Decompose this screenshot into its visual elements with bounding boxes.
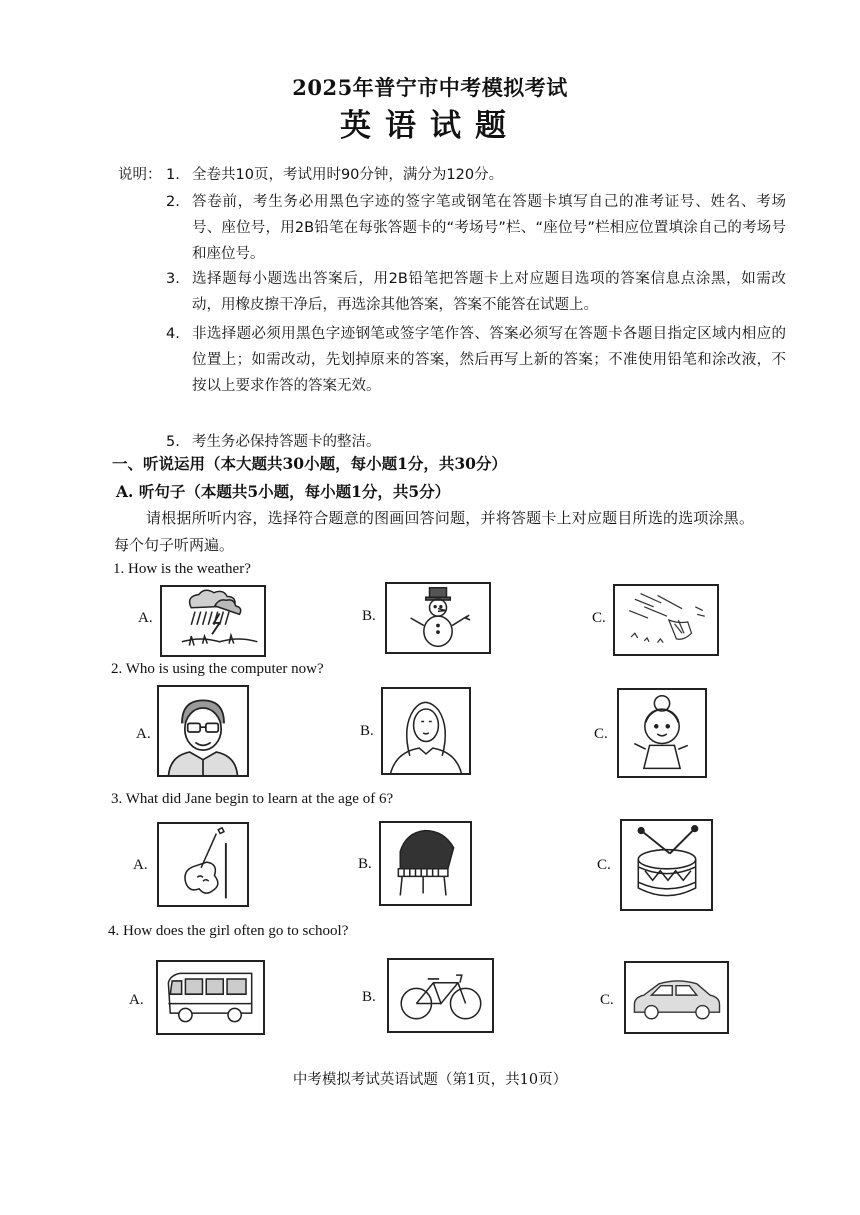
bus-icon[interactable] [156, 960, 265, 1035]
instruction-item: 1. 全卷共10页，考试用时90分钟，满分为120分。 [166, 167, 504, 183]
rain-storm-icon[interactable] [160, 585, 266, 657]
question-2: 2. Who is using the computer now? [111, 661, 324, 677]
exam-title: 2025年普宁市中考模拟考试 [292, 75, 568, 100]
drum-icon[interactable] [620, 819, 713, 911]
instruction-item: 3. 选择题每小题选出答案后，用2B铅笔把答题卡上对应题目选项的答案信息点涂黑，如需改动，用橡皮擦干净后，再选涂其他答案，答案不能答在试题上。 [166, 271, 786, 313]
piano-icon[interactable] [379, 821, 472, 906]
girl-icon[interactable] [617, 688, 707, 778]
instruction-item: 4. 非选择题必须用黑色字迹钢笔或签字笔作答、答案必须写在答题卡各题目指定区域内相应的位置上；如需改动，先划掉原来的答案，然后再写上新的答案；不准使用铅笔和涂改液，不按以上要求作答的答案无效。 [166, 326, 786, 394]
snowman-icon[interactable] [385, 582, 491, 654]
instruction-item: 2. 答卷前，考生务必用黑色字迹的签字笔或钢笔在答题卡填写自己的准考证号、姓名、考场号、座位号，用2B铅笔在每张答题卡的“考场号”栏、“座位号”栏相应位置填涂自己的考场号和座位号。 [166, 194, 786, 262]
subject-title: 英语试题 [340, 108, 520, 144]
question-4: 4. How does the girl often go to school? [108, 923, 349, 939]
part-a-heading: A. 听句子（本题共5小题，每小题1分，共5分） [116, 482, 451, 501]
section-heading: 一、听说运用（本大题共30小题，每小题1分，共30分） [112, 454, 507, 473]
option-letter: B. [358, 856, 372, 872]
option-letter: B. [360, 723, 374, 739]
question-1: 1. How is the weather? [113, 561, 251, 577]
option-letter: A. [136, 726, 151, 742]
option-letter: B. [362, 989, 376, 1005]
car-icon[interactable] [624, 961, 729, 1034]
option-letter: A. [133, 857, 148, 873]
woman-long-hair-icon[interactable] [381, 687, 471, 775]
violin-icon[interactable] [157, 822, 249, 907]
instruction-item: 5. 考生务必保持答题卡的整洁。 [166, 434, 381, 450]
instructions-label: 说明： [118, 167, 162, 183]
part-a-directions: 请根据所听内容，选择符合题意的图画回答问题，并将答题卡上对应题目所选的选项涂黑。每个句子听两遍。 [114, 509, 754, 554]
option-letter: A. [138, 610, 153, 626]
question-3: 3. What did Jane begin to learn at the age of 6? [111, 791, 394, 807]
option-letter: B. [362, 608, 376, 624]
page-footer: 中考模拟考试英语试题（第1页，共10页） [292, 1072, 568, 1088]
option-letter: C. [600, 992, 614, 1008]
option-letter: C. [594, 726, 608, 742]
bicycle-icon[interactable] [387, 958, 494, 1033]
option-letter: C. [592, 610, 606, 626]
windy-icon[interactable] [613, 584, 719, 656]
option-letter: A. [129, 992, 144, 1008]
option-letter: C. [597, 857, 611, 873]
man-with-glasses-icon[interactable] [157, 685, 249, 777]
